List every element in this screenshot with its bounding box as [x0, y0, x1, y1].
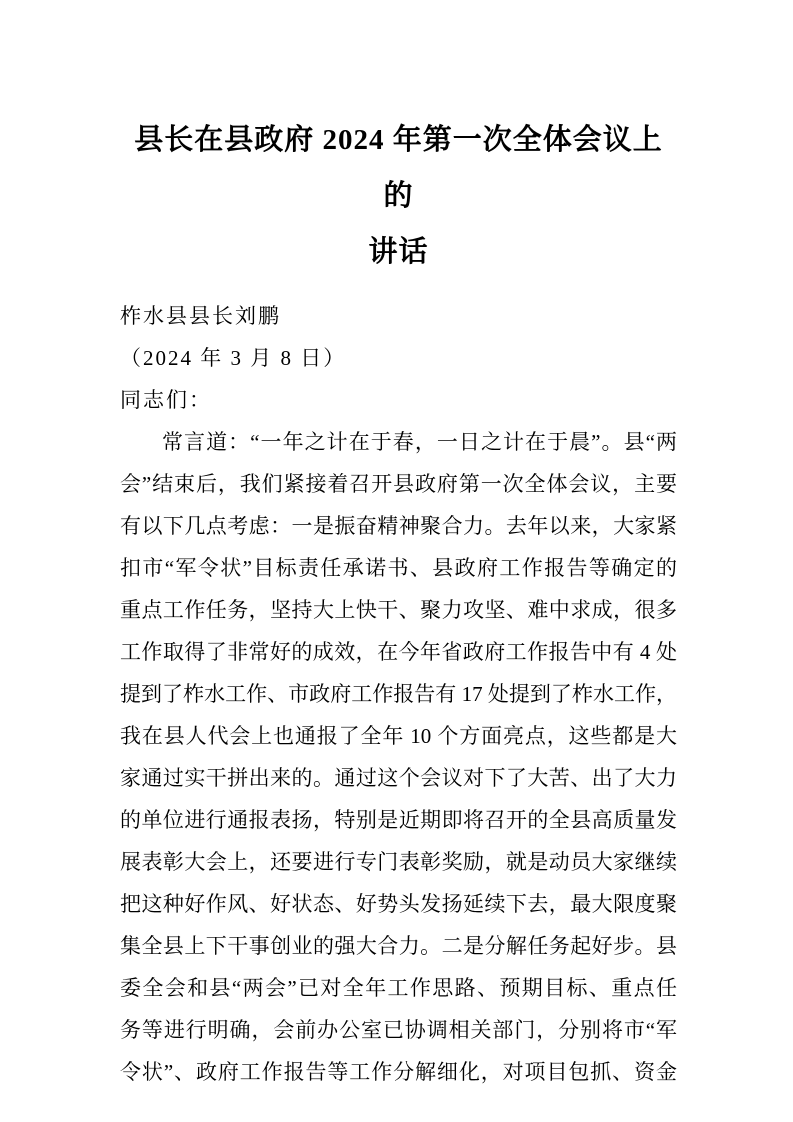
meta-block [120, 295, 677, 421]
paragraph-line: 委全会和县“两会”已对全年工作思路、预期目标、重点任 [120, 976, 677, 1000]
paragraph-line: 扣市“军令状”目标责任承诺书、县政府工作报告等确定的 [120, 556, 677, 580]
paragraph-line: 令状”、政府工作报告等工作分解细化，对项目包抓、资金 [120, 1060, 677, 1084]
paragraph-line: 工作取得了非常好的成效，在今年省政府工作报告中有 4 处 [120, 640, 677, 664]
paragraph-line: 家通过实干拼出来的。通过这个会议对下了大苦、出了大力 [120, 766, 677, 790]
page-title [120, 112, 677, 280]
paragraph [120, 421, 677, 1093]
author-line: 柞水县县长刘鹏 [120, 304, 281, 328]
salutation-line: 同志们： [120, 388, 212, 412]
paragraph-line: 我在县人代会上也通报了全年 10 个方面亮点，这些都是大 [120, 724, 677, 748]
paragraph-line: 务等进行明确，会前办公室已协调相关部门，分别将市“军 [120, 1018, 677, 1042]
date-line: （2024 年 3 月 8 日） [120, 346, 347, 370]
title-line-1: 县长在县政府 2024 年第一次全体会议上的 [134, 124, 663, 212]
paragraph-line: 有以下几点考虑：一是振奋精神聚合力。去年以来，大家紧 [120, 514, 677, 538]
paragraph-line: 集全县上下干事创业的强大合力。二是分解任务起好步。县 [120, 934, 677, 958]
paragraph-line: 重点工作任务，坚持大上快干、聚力攻坚、难中求成，很多 [120, 598, 677, 622]
paragraph-line: 展表彰大会上，还要进行专门表彰奖励，就是动员大家继续 [120, 850, 677, 874]
paragraph-line: 把这种好作风、好状态、好势头发扬延续下去，最大限度聚 [120, 892, 677, 916]
paragraph-line: 会”结束后，我们紧接着召开县政府第一次全体会议，主要 [120, 472, 677, 496]
paragraph-line: 提到了柞水工作、市政府工作报告有 17 处提到了柞水工作， [120, 682, 677, 706]
paragraph-line: 常言道：“一年之计在于春，一日之计在于晨”。县“两 [162, 430, 677, 454]
title-line-2: 讲话 [368, 236, 429, 268]
document-content [120, 112, 677, 1093]
paragraph-line: 的单位进行通报表扬，特别是近期即将召开的全县高质量发 [120, 808, 677, 832]
